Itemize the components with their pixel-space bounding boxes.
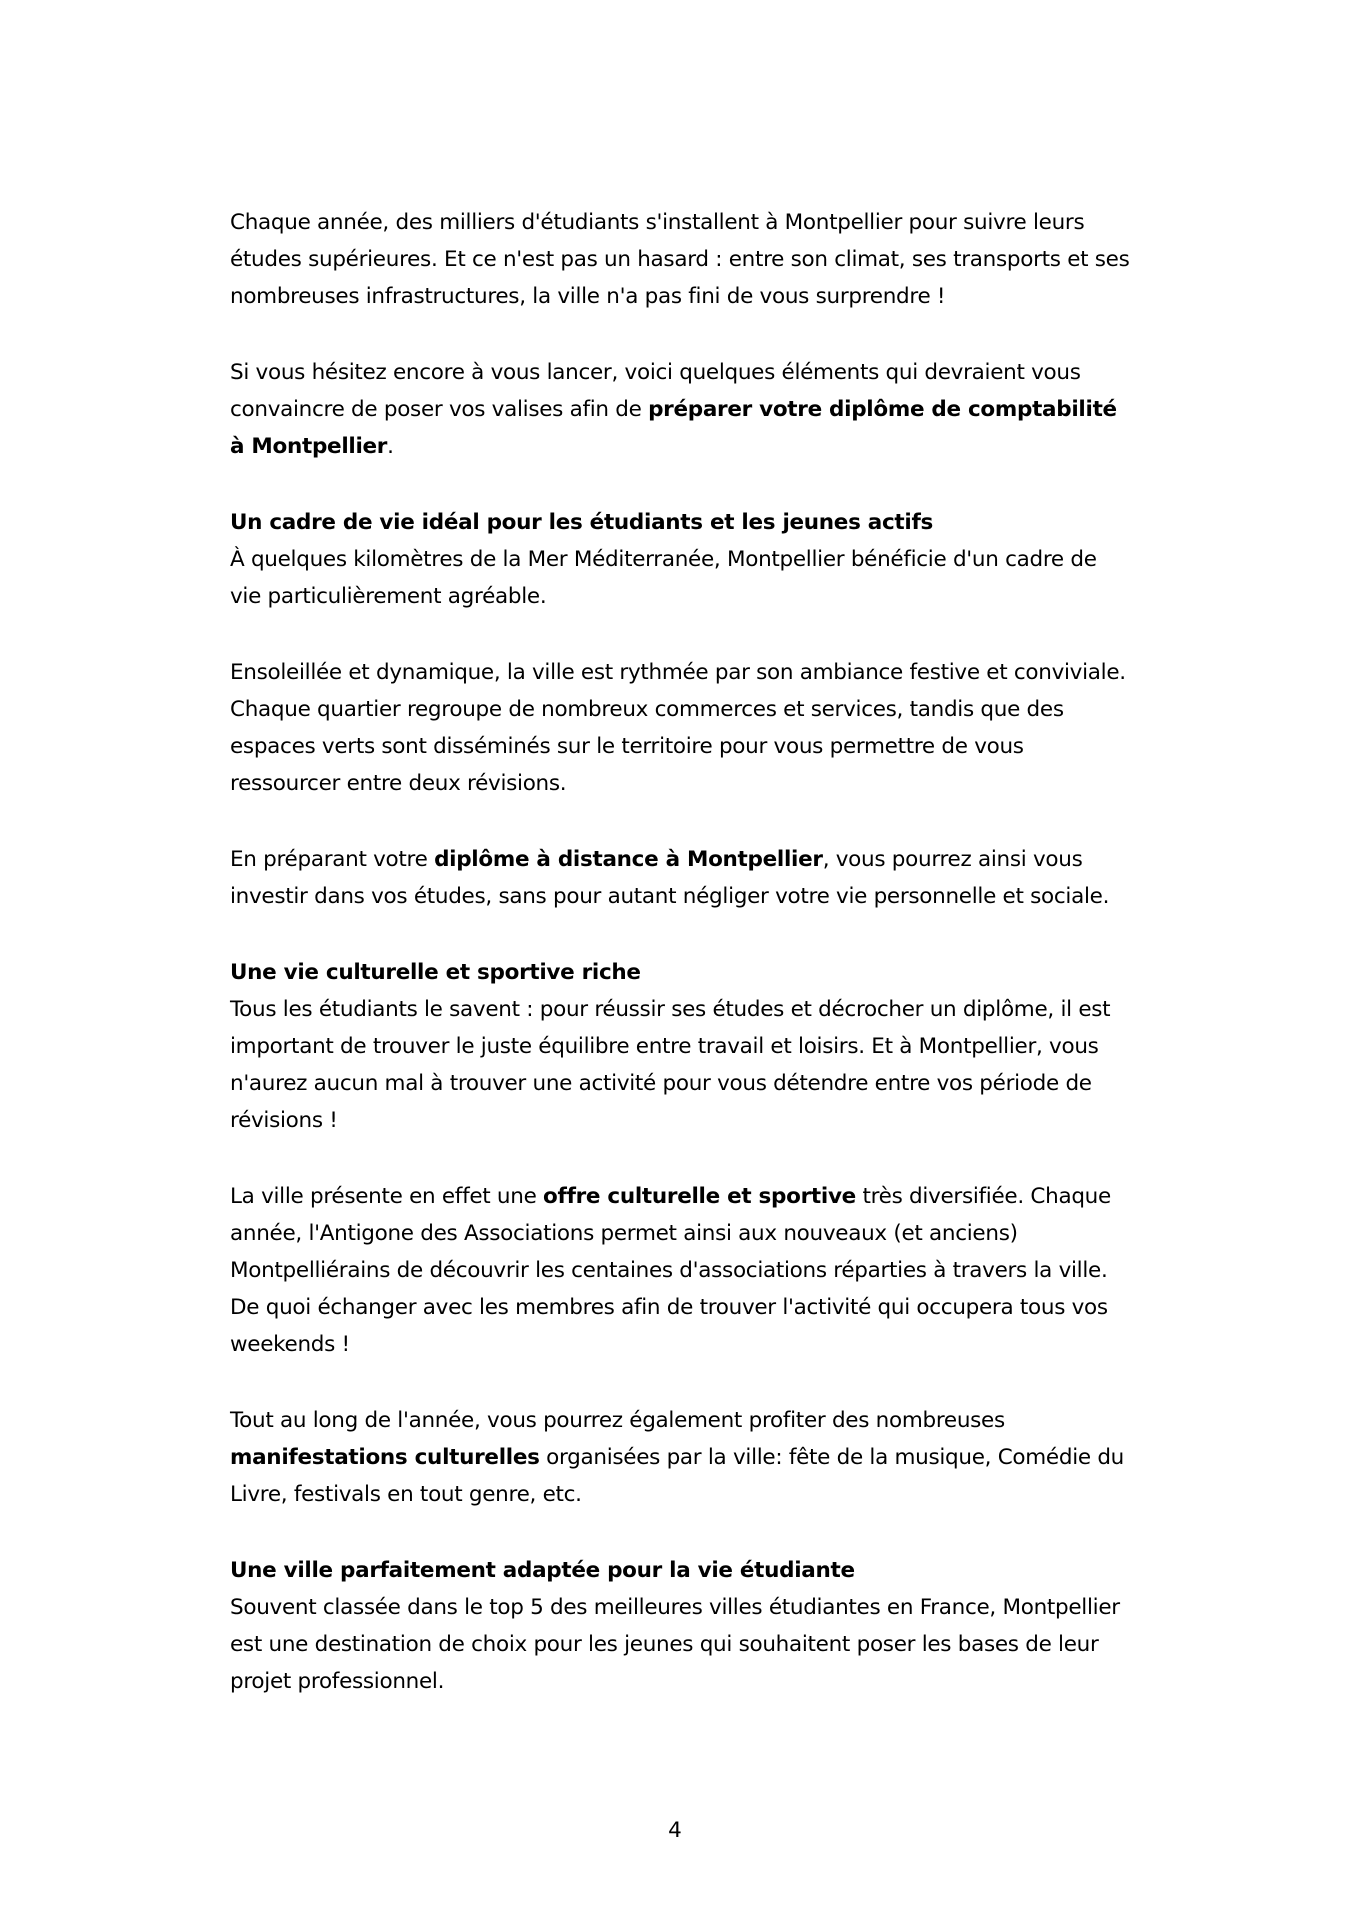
section1-paragraph-3-end: , vous pourrez ainsi vous investir dans vos études, sans pour autant négliger votre vie personnelle et sociale. — [230, 847, 1110, 909]
section2-paragraph-2-text: La ville présente en effet une — [230, 1184, 544, 1209]
section-paragraph: À quelques kilomètres de la Mer Méditerranée, Montpellier bénéficie d'un cadre de vie particulièrement agréable. — [230, 547, 1097, 609]
section2-paragraph-2-bold: offre culturelle et sportive — [543, 1184, 856, 1209]
section1-paragraph-2: Ensoleillée et dynamique, la ville est rythmée par son ambiance festive et conviviale. Chaque quartier regroupe de nombreux commerces et services, tandis que des espaces verts sont disséminés sur le territoire pour vous permettre de vous ressourcer entre deux révisions. — [230, 660, 1126, 796]
section-vie-culturelle — [230, 954, 1130, 1139]
section-ville-etudiante — [230, 1552, 1130, 1700]
section2-paragraph-3-bold: manifestations culturelles — [230, 1445, 540, 1470]
page-number: 4 — [668, 1818, 682, 1843]
section1-paragraph-3-bold: diplôme à distance à Montpellier — [434, 847, 823, 872]
section-cadre-de-vie — [230, 504, 1130, 615]
intro-paragraph-2 — [230, 354, 1130, 465]
section-paragraph: Souvent classée dans le top 5 des meilleures villes étudiantes en France, Montpellier est une destination de choix pour les jeunes qui souhaitent poser les bases de leur projet professionnel. — [230, 1595, 1120, 1694]
document-body — [230, 204, 1130, 1739]
section2-paragraph-3-end: organisées par la ville: fête de la musique, Comédie du Livre, festivals en tout genre, etc. — [230, 1445, 1125, 1507]
section2-paragraph-3-text: Tout au long de l'année, vous pourrez également profiter des nombreuses — [230, 1408, 1005, 1433]
intro-paragraph-2-end: . — [387, 434, 394, 459]
intro-paragraph-1: Chaque année, des milliers d'étudiants s'installent à Montpellier pour suivre leurs études supérieures. Et ce n'est pas un hasard : entre son climat, ses transports et ses nombreuses infrastructures, la ville n'a pas fini de vous surprendre ! — [230, 210, 1130, 309]
section-heading: Un cadre de vie idéal pour les étudiants et les jeunes actifs — [230, 510, 934, 535]
intro-paragraph-2-bold: préparer votre diplôme de comptabilité à Montpellier — [230, 397, 1117, 459]
section2-paragraph-3 — [230, 1402, 1130, 1513]
section-heading: Une vie culturelle et sportive riche — [230, 960, 641, 985]
section1-paragraph-3-text: En préparant votre — [230, 847, 435, 872]
section-heading: Une ville parfaitement adaptée pour la vie étudiante — [230, 1558, 855, 1583]
section1-paragraph-3 — [230, 841, 1130, 915]
intro-paragraph-2-text: Si vous hésitez encore à vous lancer, voici quelques éléments qui devraient vous convaincre de poser vos valises afin de — [230, 360, 1081, 422]
section2-paragraph-2-end: très diversifiée. Chaque année, l'Antigone des Associations permet ainsi aux nouveaux (et anciens) Montpelliérains de découvrir les centaines d'associations réparties à travers la ville. De quoi échanger avec les membres afin de trouver l'activité qui occupera tous vos weekends ! — [230, 1184, 1111, 1357]
section-paragraph: Tous les étudiants le savent : pour réussir ses études et décrocher un diplôme, il est important de trouver le juste équilibre entre travail et loisirs. Et à Montpellier, vous n'aurez aucun mal à trouver une activité pour vous détendre entre vos période de révisions ! — [230, 997, 1111, 1133]
section2-paragraph-2 — [230, 1178, 1130, 1363]
